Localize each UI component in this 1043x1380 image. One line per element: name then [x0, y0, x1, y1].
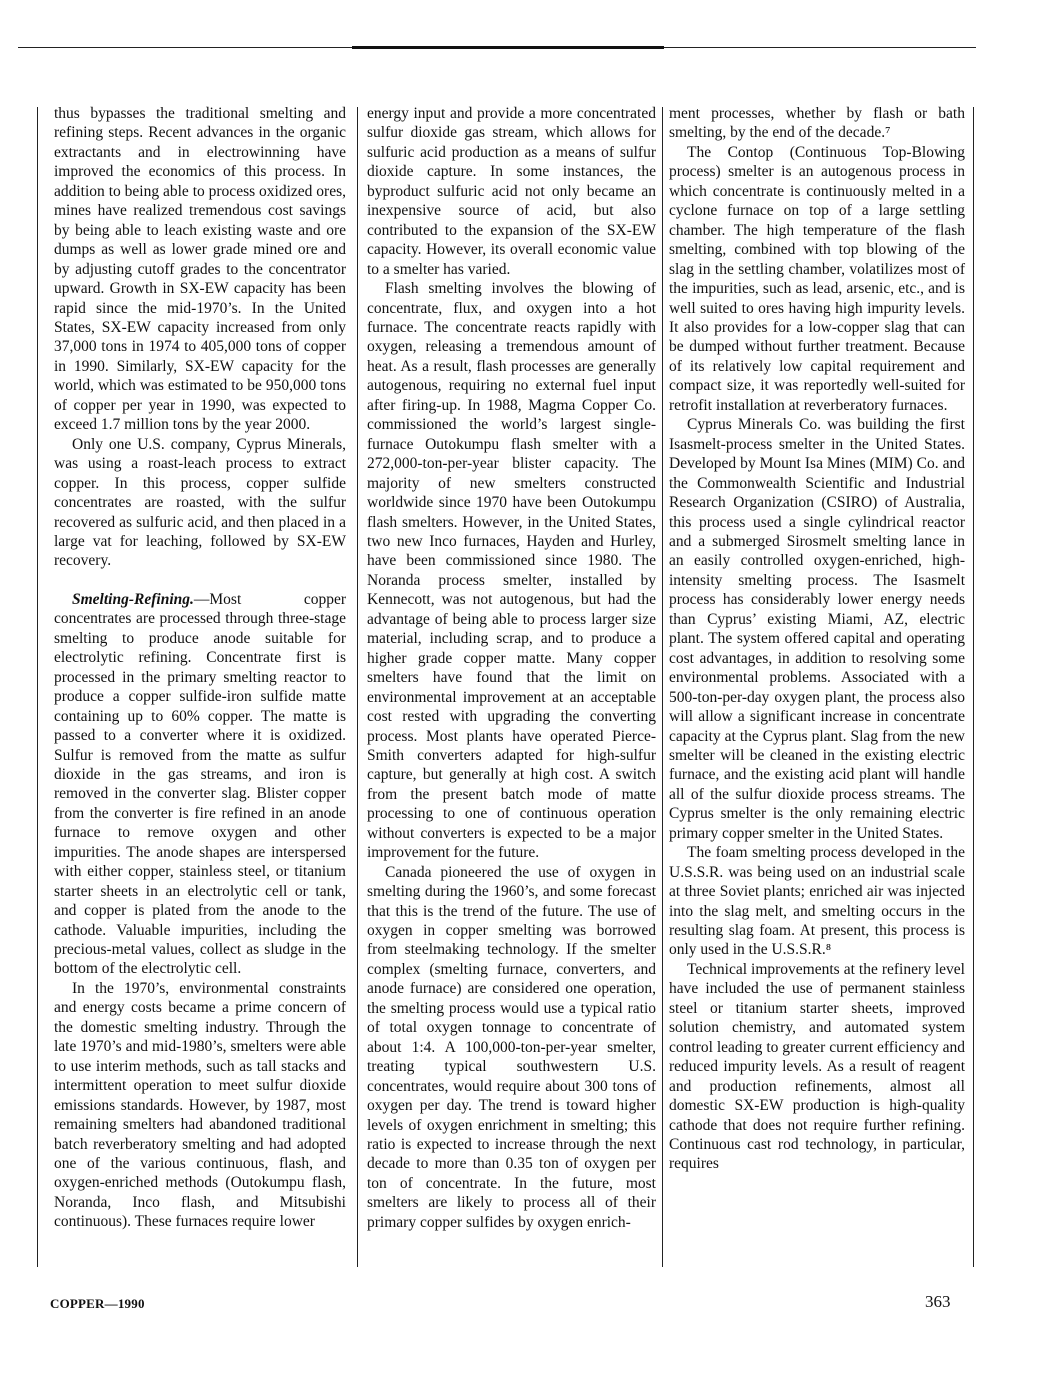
- paragraph: In the 1970’s, environmental constraints and energy costs became a prime concern of the domestic smelting industry. Through the late 1970’s and mid-1980’s, smelters were able to use interim methods, such as tall stacks and intermittent operation to meet sulfur dioxide emissions standards. However, by 1987, most remaining smelters had abandoned traditional batch reverberatory smelting and had adopted one of the various continuous, flash, and oxygen-enriched methods (Outokumpu flash, Noranda, Inco flash, and Mitsubishi continuous). These furnaces require lower: [54, 979, 346, 1231]
- paragraph-smelting-refining: [54, 590, 346, 979]
- column-rule: [37, 107, 38, 1267]
- paragraph: energy input and provide a more concentrated sulfur dioxide gas stream, which allows for sulfuric acid production as a means of sulfur dioxide capture. In some instances, the byproduct sulfuric acid not only became an inexpensive source of acid, but also contributed to the expansion of the SX-EW capacity. However, its overall economic value to a smelter has varied.: [367, 105, 656, 278]
- column-rule: [662, 107, 663, 1267]
- paragraph: The Contop (Continuous Top-Blowing process) smelter is an autogenous process in which concentrate is continuously melted in a cyclone furnace on top of a large settling chamber. The high temperature of the flash smelting, combined with top blowing of the slag in the settling chamber, volatilizes most of the impurities, such as lead, arsenic, etc., and is well suited to ores having high impurity levels. It also provides for a low-copper slag that can be dumped without further treatment. Because of its relatively low capital requirement and compact size, it was reportedly well-suited for retrofit installation at reverberatory furnaces.: [669, 143, 965, 414]
- column-3: [669, 104, 965, 1174]
- top-rule-accent: [352, 46, 664, 49]
- paragraph: Technical improvements at the refinery level have included the use of permanent stainless steel or titanium starter sheets, improved solution chemistry, and automated system control leading to greater current efficiency and reduced impurity levels. As a result of reagent and production refinements, almost all domestic SX-EW production is high-quality cathode that does not require further refining. Continuous cast rod technology, in particular, requires: [669, 960, 965, 1173]
- column-1: [54, 104, 346, 1232]
- paragraph: The foam smelting process developed in the U.S.S.R. was being used on an industrial scale at three Soviet plants; enriched air was injected into the slag melt, and smelting occurs in the resulting slag foam. At present, this process is only used in the U.S.S.R.⁸: [669, 844, 965, 959]
- column-rule: [357, 107, 358, 1267]
- column-2: [367, 104, 656, 1232]
- paragraph-text: —Most copper concentrates are processed through three-stage smelting to produce anode suitable for electrolytic refining. Concentrate first is processed in the primary smelting reactor to produce a copper sulfide-iron sulfide matte containing up to 60% copper. The matte is passed to a converter where it is oxidized. Sulfur is removed from the matte as sulfur dioxide in the gas streams, and iron is removed in the converter slag. Blister copper from the converter is fire refined in an anode furnace to remove oxygen and other impurities. The anode shapes are interspersed with either copper, stainless steel, or titanium starter sheets in an electrolytic cell or tank, and copper is plated from the anode to the cathode. Valuable impurities, including the precious-metal values, collect as sludge in the bottom of the electrolytic cell.: [54, 590, 346, 978]
- running-footer: COPPER—1990: [50, 1296, 145, 1311]
- paragraph: Cyprus Minerals Co. was building the first Isasmelt-process smelter in the United States. Developed by Mount Isa Mines (MIM) Co. and the Commonwealth Scientific and Industrial Research Organization (CSIRO) of Australia, this process used a single cylindrical reactor and a submerged Sirosmelt smelting lance in an easily controlled oxygen-enriched, high-intensity smelting process. The Isasmelt process has considerably lower energy needs than Cyprus’ existing Miami, AZ, electric plant. The system offered capital and operating cost advantages, in addition to resolving some environmental problems. Associated with a 500-ton-per-day oxygen plant, the process also will allow a significant increase in concentrate capacity at the Cyprus plant. Slag from the new smelter will be cleaned in the existing electric furnace, and the existing acid plant will handle all of the sulfur dioxide process streams. The Cyprus smelter is the only remaining electric primary copper smelter in the United States.: [669, 416, 965, 842]
- page-number: 363: [925, 1292, 951, 1311]
- section-heading: Smelting-Refining.: [72, 590, 194, 608]
- column-rule: [973, 107, 974, 1267]
- paragraph: ment processes, whether by flash or bath smelting, by the end of the decade.⁷: [669, 105, 965, 142]
- paragraph: Flash smelting involves the blowing of concentrate, flux, and oxygen into a hot furnace. The concentrate reacts rapidly with oxygen, releasing a tremendous amount of heat. As a result, flash processes are generally autogenous, requiring no external fuel input after firing-up. In 1988, Magma Copper Co. commissioned the world’s largest single-furnace Outokumpu flash smelter with a 272,000-ton-per-year blister capacity. The majority of new smelters constructed worldwide since 1970 have been Outokumpu flash smelters. However, in the United States, two new Inco furnaces, Hayden and Hurley, have been commissioned since 1980. The Noranda process smelter, installed by Kennecott, was not autogenous, but had the advantage of being able to process larger size material, including scrap, and to produce a higher grade copper matte. Many copper smelters have found that the limit on environmental improvement at an acceptable cost rested with upgrading the converting process. Most plants have operated Pierce-Smith converters adapted for high-sulfur capture, but generally at high cost. A switch from the present batch mode of matte processing to one of continuous operation without converters is expected to be a major improvement for the future.: [367, 280, 656, 862]
- paragraph: Only one U.S. company, Cyprus Minerals, was using a roast-leach process to extract copper. In this process, copper sulfide concentrates are roasted, with the sulfur recovered as sulfuric acid, and then placed in a large vat for leaching, followed by SX-EW recovery.: [54, 435, 346, 570]
- paragraph: Canada pioneered the use of oxygen in smelting during the 1960’s, and some forecast that this is the trend of the future. The use of oxygen in copper smelting was borrowed from steelmaking technology. If the smelter complex (smelting furnace, converters, and anode furnace) are considered one operation, the smelting process would use a typical ratio of total oxygen tonnage to concentrate of about 1:4. A 100,000-ton-per-year smelter, treating typical southwestern U.S. concentrates, would require about 300 tons of oxygen per day. The trend is toward higher levels of oxygen enrichment in smelting; this ratio is expected to increase through the next decade to more than 0.35 ton of oxygen per ton of concentrate. In the future, most smelters are likely to process all of their primary copper sulfides by oxygen enrich-: [367, 863, 656, 1231]
- paragraph: thus bypasses the traditional smelting and refining steps. Recent advances in the organic extractants and in electrowinning have improved the economics of this process. In addition to being able to process oxidized ores, mines have realized tremendous cost savings by being able to leach existing waste and ore dumps as well as lower grade mined ore and by adjusting cutoff grades to the concentrator upward. Growth in SX-EW capacity has been rapid since the mid-1970’s. In the United States, SX-EW capacity increased from only 37,000 tons in 1974 to 405,000 tons of copper in 1990. Similarly, SX-EW capacity for the world, which was estimated to be 950,000 tons of copper per year in 1990, was expected to exceed 1.7 million tons by the year 2000.: [54, 105, 346, 434]
